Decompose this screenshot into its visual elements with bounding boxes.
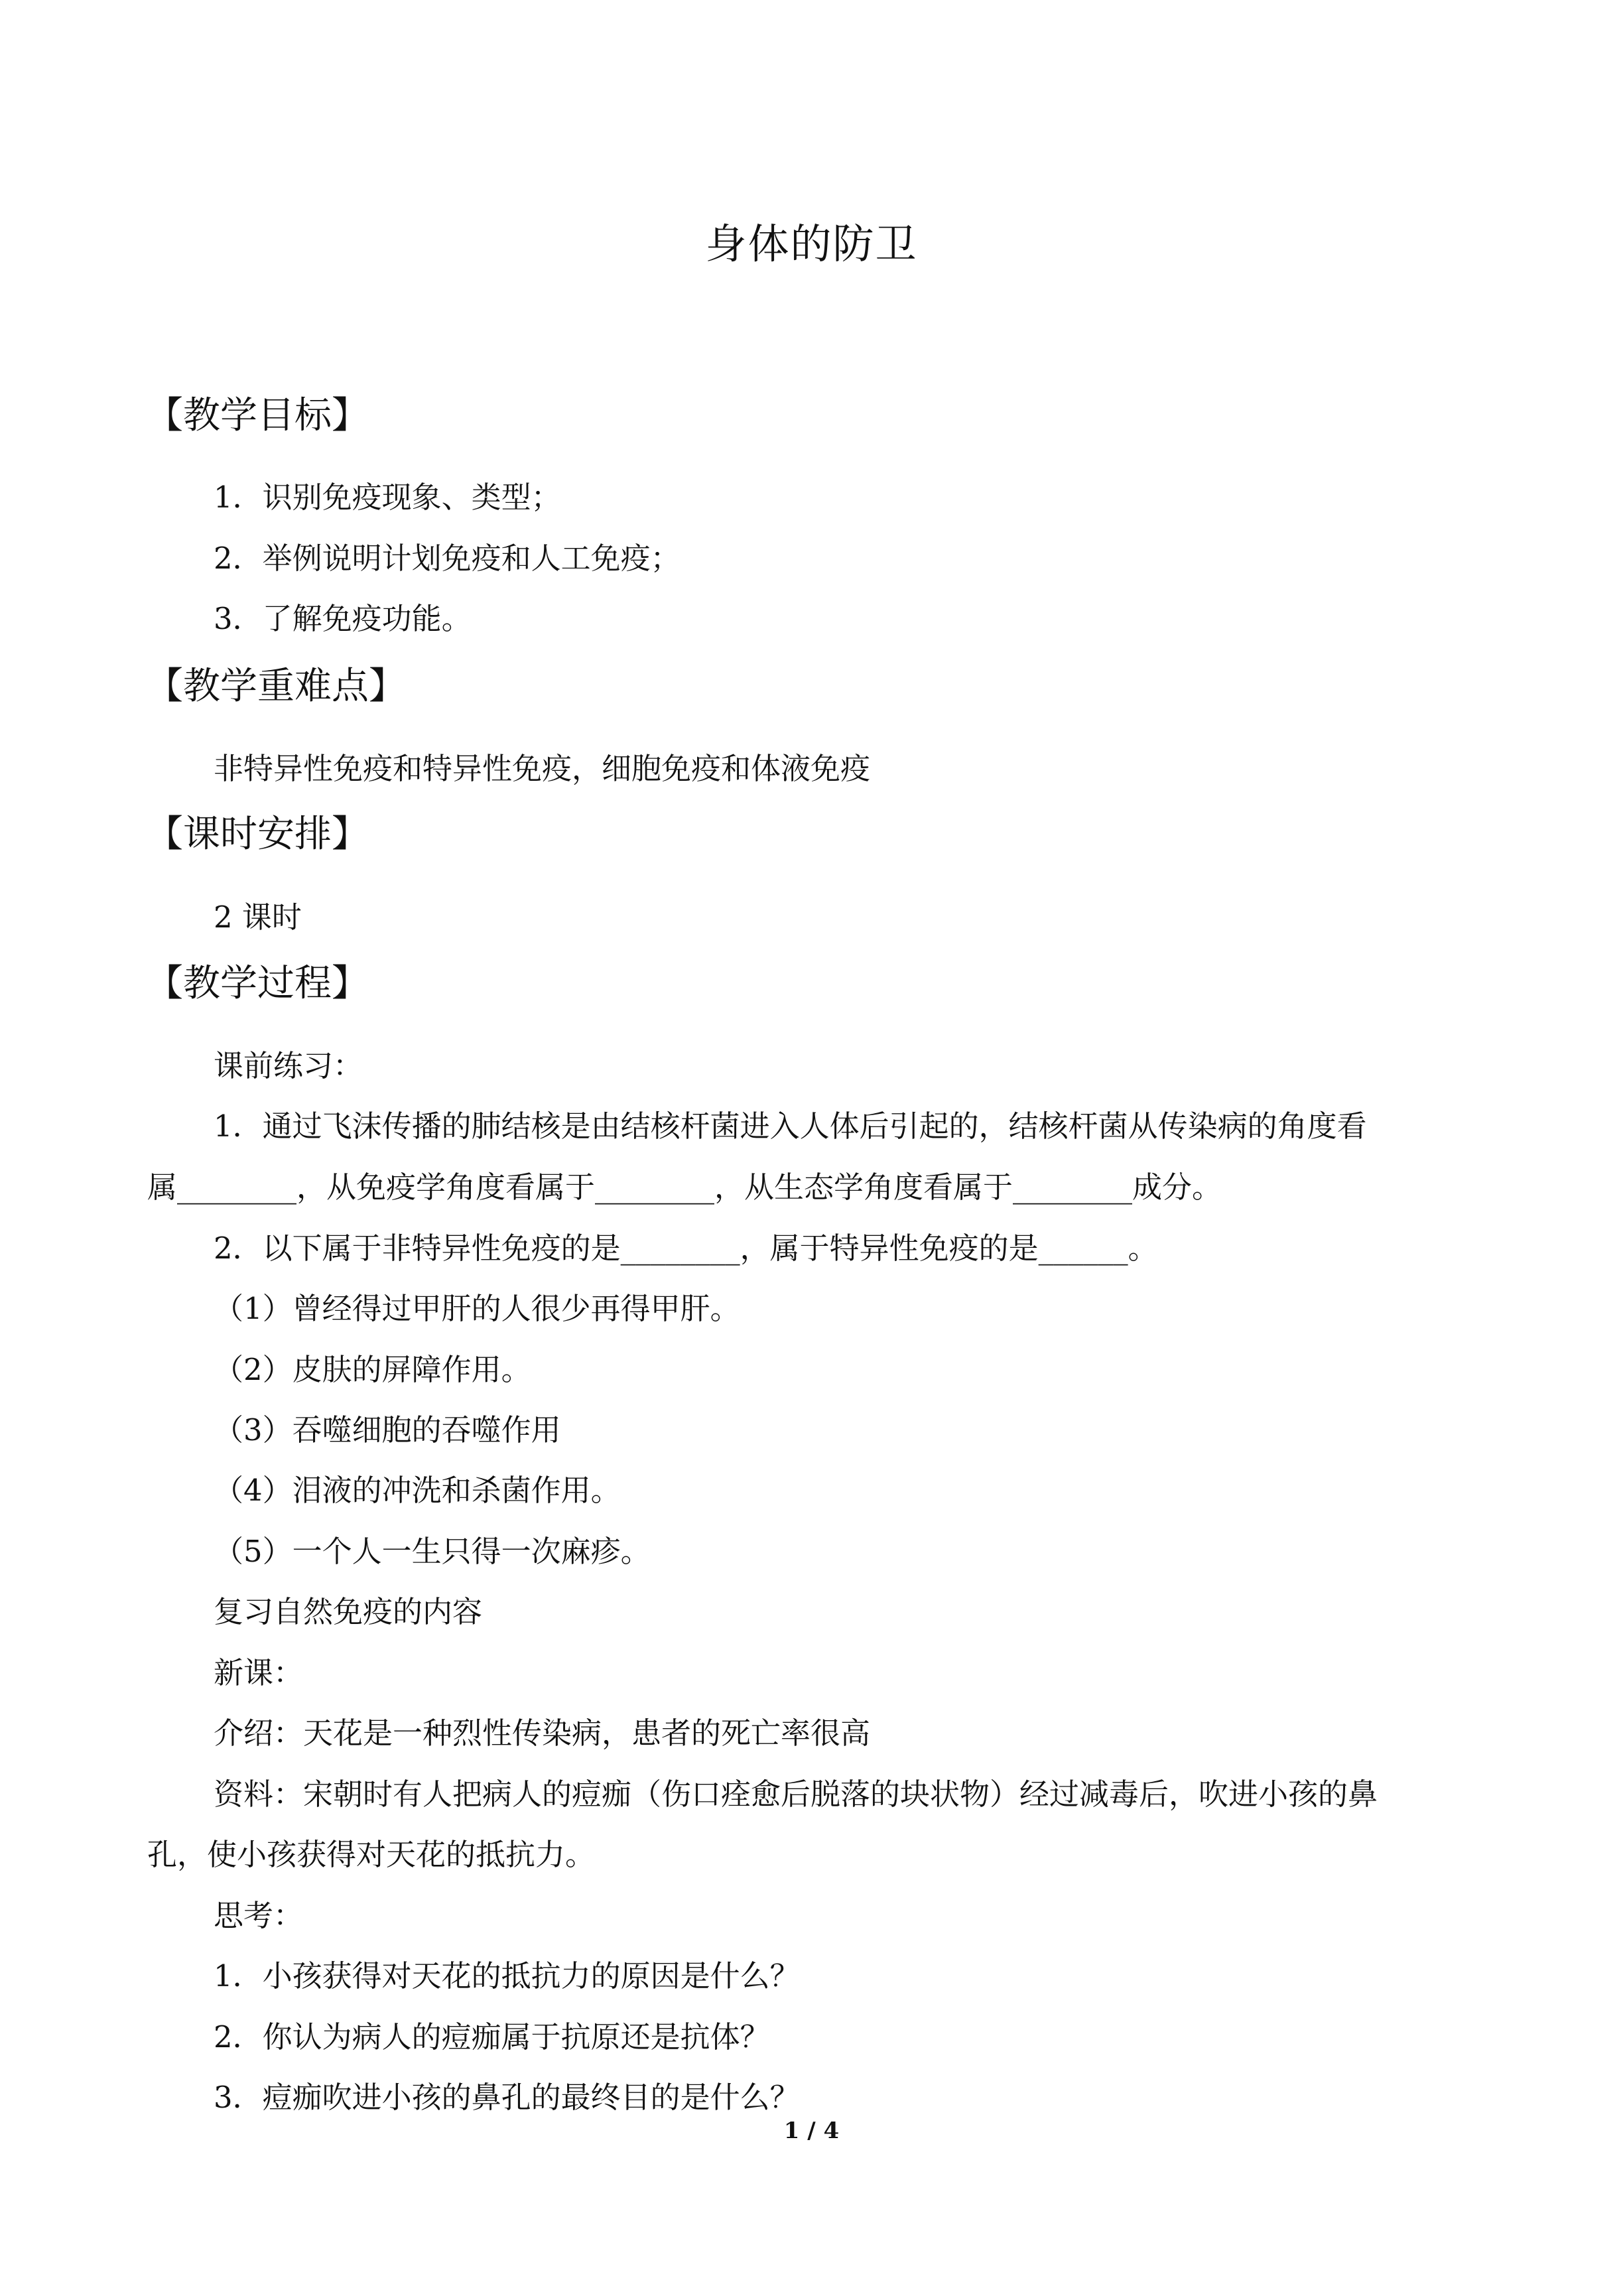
option-item: （3）吞噬细胞的吞噬作用	[214, 1412, 561, 1448]
think-question: 1．小孩获得对天花的抵抗力的原因是什么？	[214, 1958, 800, 1993]
question-1-line-2: 属________，从免疫学角度看属于________，从生态学角度看属于________成分。	[147, 1170, 1222, 1205]
question-2: 2．以下属于非特异性免疫的是________，属于特异性免疫的是______。	[214, 1231, 1158, 1266]
section-heading-schedule: 【课时安排】	[146, 813, 369, 856]
new-lesson-label: 新课：	[214, 1655, 304, 1690]
intro-text: 介绍：天花是一种烈性传染病，患者的死亡率很高	[214, 1716, 871, 1751]
section-heading-process: 【教学过程】	[146, 962, 369, 1005]
page-title: 身体的防卫	[705, 220, 918, 268]
material-line-2: 孔，使小孩获得对天花的抵抗力。	[147, 1837, 596, 1872]
schedule-text: 2 课时	[214, 900, 302, 935]
option-item: （5）一个人一生只得一次麻疹。	[214, 1534, 651, 1569]
think-question: 2．你认为病人的痘痂属于抗原还是抗体？	[214, 2019, 770, 2055]
page-number: 1 / 4	[783, 2118, 840, 2144]
objective-item: 1．识别免疫现象、类型；	[214, 480, 561, 515]
option-item: （1）曾经得过甲肝的人很少再得甲肝。	[214, 1291, 740, 1326]
section-heading-key-points: 【教学重难点】	[146, 665, 406, 708]
option-item: （2）皮肤的屏障作用。	[214, 1352, 531, 1387]
think-label: 思考：	[214, 1898, 304, 1933]
option-item: （4）泪液的冲洗和杀菌作用。	[214, 1473, 621, 1508]
material-line-1: 资料：宋朝时有人把病人的痘痂（伤口痊愈后脱落的块状物）经过减毒后，吹进小孩的鼻	[214, 1777, 1378, 1812]
pre-practice-label: 课前练习：	[214, 1048, 363, 1083]
key-points-text: 非特异性免疫和特异性免疫，细胞免疫和体液免疫	[214, 751, 871, 786]
review-text: 复习自然免疫的内容	[214, 1594, 483, 1629]
objective-item: 2．举例说明计划免疫和人工免疫；	[214, 541, 681, 576]
section-heading-objectives: 【教学目标】	[146, 394, 369, 437]
objective-item: 3．了解免疫功能。	[214, 601, 472, 636]
think-question: 3．痘痂吹进小孩的鼻孔的最终目的是什么？	[214, 2080, 800, 2115]
question-1-line-1: 1．通过飞沫传播的肺结核是由结核杆菌进入人体后引起的，结核杆菌从传染病的角度看	[214, 1109, 1367, 1144]
